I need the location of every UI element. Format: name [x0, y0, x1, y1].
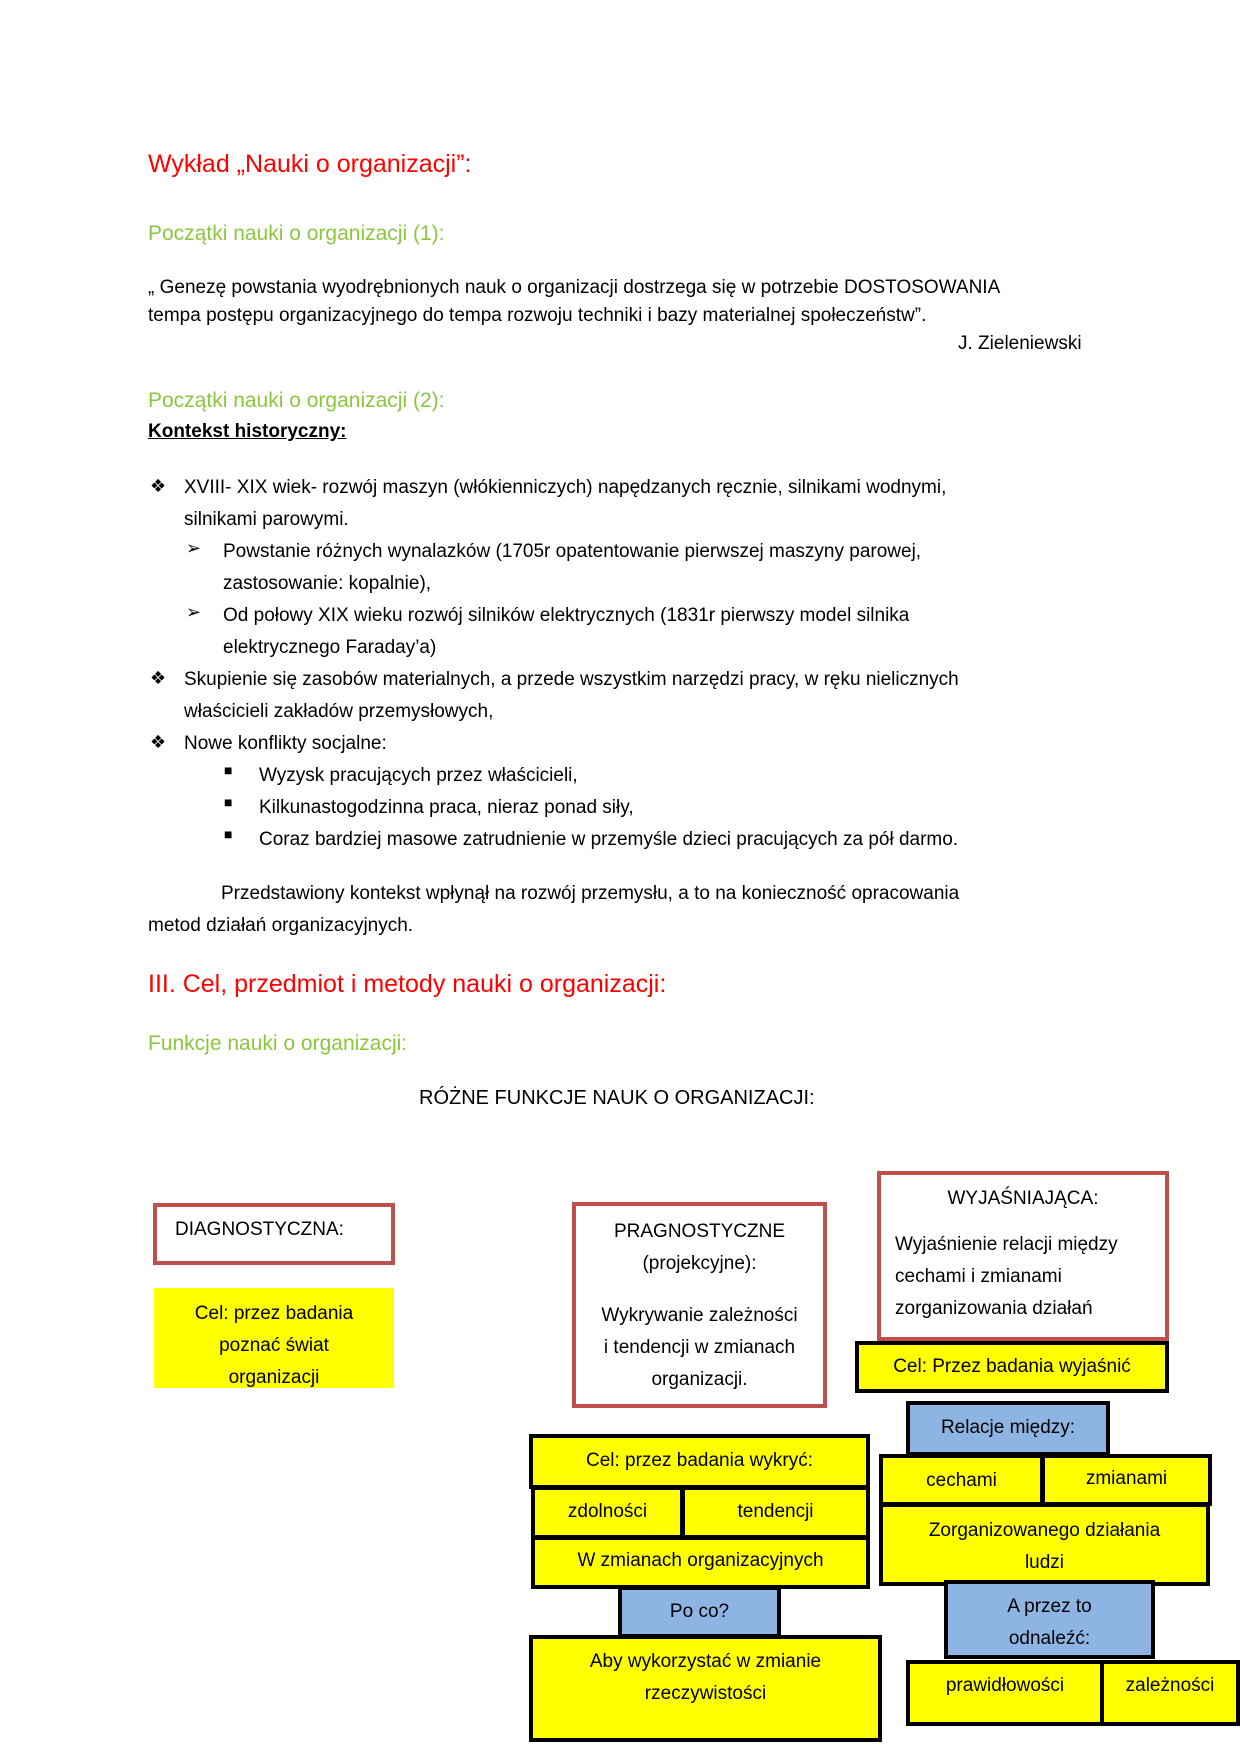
- prog-goal-text: Cel: przez badania wykryć:: [585, 1450, 814, 1471]
- bullet3: Nowe konflikty socjalne:: [184, 733, 387, 754]
- diamond-bullet-icon: ❖: [150, 476, 167, 496]
- quote-author: J. Zieleniewski: [958, 333, 1082, 354]
- box-prognostic-c: [531, 1536, 870, 1589]
- expl-c-line2: ludzi: [1024, 1552, 1065, 1573]
- box-explanatory-title: [877, 1171, 1169, 1341]
- expl-d-text: prawidłowości: [945, 1675, 1065, 1696]
- square-bullet-icon: ■: [224, 762, 233, 778]
- box-explanatory-c: [879, 1503, 1210, 1586]
- expl-title-text: WYJAŚNIAJĄCA:: [947, 1188, 1099, 1209]
- page-title: Wykład „Nauki o organizacji”:: [148, 150, 472, 178]
- box-explanatory-question: [944, 1580, 1155, 1659]
- box-prognostic-a: [531, 1486, 684, 1539]
- prog-c-text: W zmianach organizacyjnych: [577, 1550, 824, 1571]
- expl-line3: zorganizowania działań: [895, 1298, 1093, 1319]
- bullet2-line1: Skupienie się zasobów materialnych, a przede wszystkim narzędzi pracy, w ręku nielicznych: [184, 669, 959, 690]
- expl-c-line1: Zorganizowanego działania: [928, 1520, 1161, 1541]
- quote-line-2: tempa postępu organizacyjnego do tempa rozwoju techniki i bazy materialnej społeczeństw”.: [148, 305, 927, 326]
- section3-subheading: Funkcje nauki o organizacji:: [148, 1032, 408, 1055]
- diamond-bullet-icon: ❖: [150, 732, 167, 752]
- box-diagnostic-title: [153, 1203, 395, 1265]
- expl-question-line2: odnaleźć:: [1008, 1628, 1091, 1649]
- paragraph-line1: Przedstawiony kontekst wpłynął na rozwój przemysłu, a to na konieczność opracowania: [221, 883, 960, 904]
- box-explanatory-relations: [906, 1401, 1110, 1456]
- box-explanatory-goal: [855, 1341, 1169, 1393]
- square-bullet-icon: ■: [224, 794, 233, 810]
- quote-line-1: „ Genezę powstania wyodrębnionych nauk o organizacji dostrzega się w potrzebie DOSTOSOWANIA: [148, 277, 1001, 298]
- prog-line3: Wykrywanie zależności: [601, 1305, 798, 1326]
- bullet3a: Wyzysk pracujących przez właścicieli,: [259, 765, 578, 786]
- prog-question-text: Po co?: [669, 1601, 730, 1622]
- diag-goal-line1: Cel: przez badania: [194, 1303, 354, 1324]
- expl-b-text: zmianami: [1085, 1468, 1168, 1489]
- bullet1b-line1: Od połowy XIX wieku rozwój silników elektrycznych (1831r pierwszy model silnika: [223, 605, 910, 626]
- bullet1a-line2: zastosowanie: kopalnie),: [223, 573, 432, 594]
- bullet1-line2: silnikami parowymi.: [184, 509, 349, 530]
- box-explanatory-a: [879, 1454, 1044, 1506]
- prog-line5: organizacji.: [651, 1369, 748, 1390]
- expl-goal-text: Cel: Przez badania wyjaśnić: [893, 1356, 1131, 1377]
- expl-relations-text: Relacje między:: [940, 1417, 1076, 1438]
- diamond-bullet-icon: ❖: [150, 668, 167, 688]
- bullet1-line1: XVIII- XIX wiek- rozwój maszyn (włókienniczych) napędzanych ręcznie, silnikami wodnymi,: [184, 477, 947, 498]
- paragraph-line2: metod działań organizacyjnych.: [148, 915, 414, 936]
- box-diagnostic-title-text: DIAGNOSTYCZNA:: [175, 1219, 344, 1240]
- prog-answer-line2: rzeczywistości: [644, 1683, 767, 1704]
- box-prognostic-question: [618, 1586, 781, 1638]
- bullet1a-line1: Powstanie różnych wynalazków (1705r opatentowanie pierwszej maszyny parowej,: [223, 541, 922, 562]
- expl-e-text: zależności: [1125, 1675, 1215, 1696]
- box-prognostic-answer: [529, 1635, 882, 1742]
- prog-line2: (projekcyjne):: [642, 1253, 757, 1274]
- expl-a-text: cechami: [926, 1470, 997, 1491]
- box-diagnostic-goal: [154, 1288, 394, 1388]
- section2-subheading: Kontekst historyczny:: [148, 421, 347, 442]
- bullet3c: Coraz bardziej masowe zatrudnienie w przemyśle dzieci pracujących za pół darmo.: [259, 829, 959, 850]
- prog-line1: PRAGNOSTYCZNE: [613, 1221, 786, 1242]
- prog-line4: i tendencji w zmianach: [603, 1337, 796, 1358]
- arrow-bullet-icon: ➢: [186, 538, 202, 558]
- box-prognostic-b: [681, 1486, 870, 1539]
- prog-a-text: zdolności: [567, 1501, 648, 1522]
- box-explanatory-d: [906, 1660, 1104, 1726]
- arrow-bullet-icon: ➢: [186, 602, 202, 622]
- section3-heading: III. Cel, przedmiot i metody nauki o organizacji:: [148, 970, 667, 998]
- diag-goal-line3: organizacji: [228, 1367, 320, 1388]
- diag-goal-line2: poznać świat: [219, 1335, 329, 1356]
- diagram-title: RÓŻNE FUNKCJE NAUK O ORGANIZACJI:: [419, 1087, 815, 1109]
- prog-answer-line1: Aby wykorzystać w zmianie: [589, 1651, 822, 1672]
- section1-heading: Początki nauki o organizacji (1):: [148, 222, 445, 245]
- expl-line1: Wyjaśnienie relacji między: [895, 1234, 1118, 1255]
- box-prognostic-goal: [529, 1434, 870, 1489]
- expl-question-line1: A przez to: [1007, 1596, 1092, 1617]
- prog-b-text: tendencji: [737, 1501, 814, 1522]
- box-prognostic-title: [572, 1202, 827, 1408]
- section2-heading: Początki nauki o organizacji (2):: [148, 389, 445, 412]
- square-bullet-icon: ■: [224, 826, 233, 842]
- box-explanatory-e: [1100, 1660, 1240, 1726]
- bullet3b: Kilkunastogodzinna praca, nieraz ponad siły,: [259, 797, 634, 818]
- bullet2-line2: właścicieli zakładów przemysłowych,: [184, 701, 494, 722]
- bullet1b-line2: elektrycznego Faraday’a): [223, 637, 437, 658]
- expl-line2: cechami i zmianami: [895, 1266, 1062, 1287]
- box-explanatory-b: [1041, 1454, 1212, 1506]
